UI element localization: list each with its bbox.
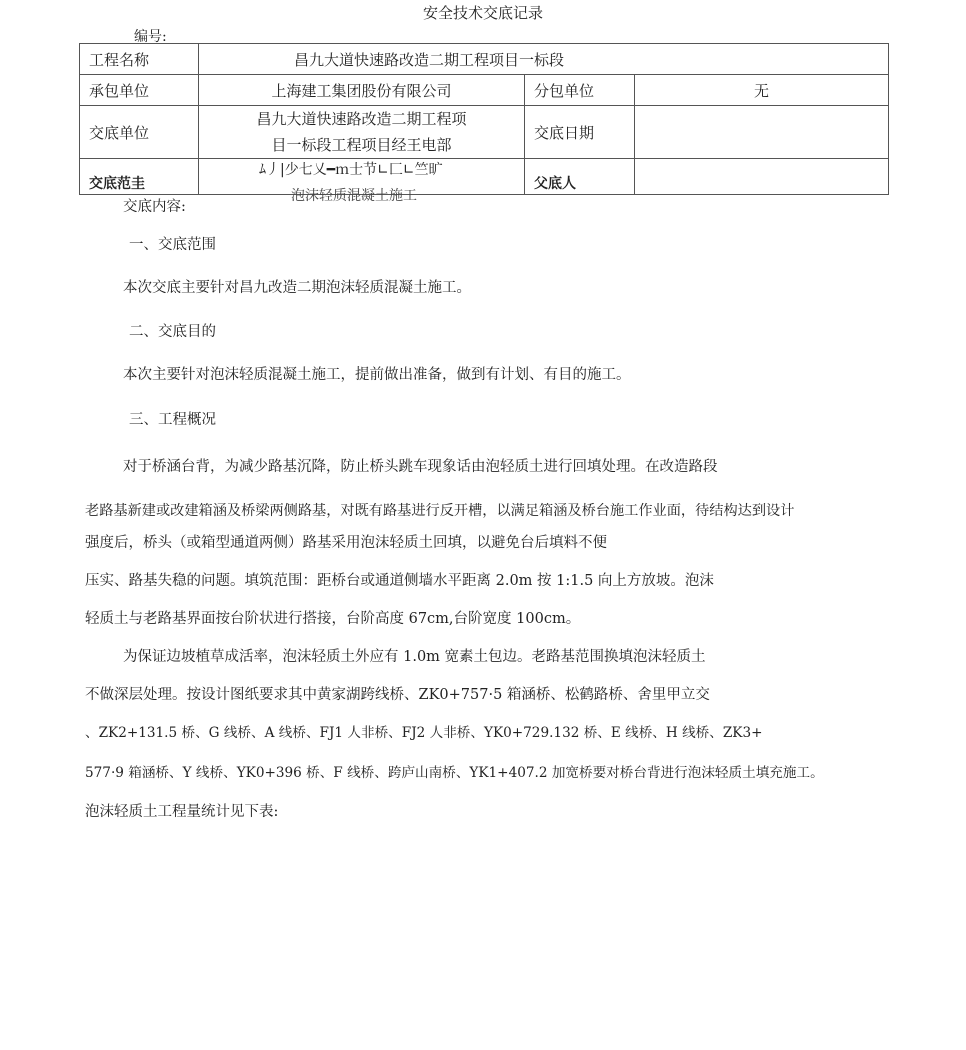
overview-paragraph-2-line-5: 泡沫轻质土工程量统计见下表: xyxy=(85,804,279,820)
briefer-label: 父底人 xyxy=(525,159,635,195)
briefing-unit-value-line1: 昌九大道快速路改造二期工程项 xyxy=(256,110,467,128)
briefing-unit-value-line2: 目一标段工程项目经王电部 xyxy=(271,136,452,154)
contractor-value: 上海建工集团股份有限公司 xyxy=(199,75,525,106)
briefing-info-table xyxy=(79,43,889,204)
scope-value xyxy=(199,159,525,204)
briefing-date-value xyxy=(635,106,889,159)
overview-paragraph-1-line-2: 老路基新建或改建箱涵及桥梁两侧路基，对既有路基进行反开槽，以满足箱涵及桥台施工作业面，待结构达到设计 xyxy=(85,503,795,519)
serial-number-label: 编号: xyxy=(134,29,167,45)
table-row xyxy=(80,75,889,106)
briefing-unit-value xyxy=(199,106,525,159)
project-name-label: 工程名称 xyxy=(80,44,199,75)
overview-paragraph-1-line-4: 压实、路基失稳的问题。填筑范围：距桥台或通道侧墙水平距离 2.0m 按 1:1.5 向上方放坡。泡沫 xyxy=(85,573,714,589)
briefer-value xyxy=(635,159,889,195)
content-heading: 交底内容: xyxy=(123,199,186,215)
document-title: 安全技术交底记录 xyxy=(422,4,543,22)
table-row xyxy=(80,106,889,159)
overview-paragraph-2-line-3: 、ZK2+131.5 桥、G 线桥、A 线桥、FJ1 人非桥、FJ2 人非桥、YK0+729.132 桥、E 线桥、H 线桥、ZK3+ xyxy=(85,725,763,741)
section-2-text: 本次主要针对泡沫轻质混凝土施工，提前做出准备，做到有计划、有目的施工。 xyxy=(123,367,631,383)
table-row xyxy=(80,44,889,75)
subcontractor-label: 分包单位 xyxy=(525,75,635,106)
overview-paragraph-2-line-2: 不做深层处理。按设计图纸要求其中黄家湖跨线桥、ZK0+757·5 箱涵桥、松鹤路桥、舍里甲立交 xyxy=(85,687,710,703)
section-3-title: 三、工程概况 xyxy=(129,412,216,428)
section-1-text: 本次交底主要针对昌九改造二期泡沫轻质混凝土施工。 xyxy=(123,280,471,296)
overview-paragraph-1-line-5: 轻质土与老路基界面按台阶状进行搭接，台阶高度 67cm,台阶宽度 100cm。 xyxy=(85,611,581,627)
project-name-value: 昌九大道快速路改造二期工程项目一标段 xyxy=(199,44,889,75)
briefing-unit-label: 交底单位 xyxy=(80,106,199,159)
section-2-title: 二、交底目的 xyxy=(129,324,216,340)
subcontractor-value: 无 xyxy=(635,75,889,106)
scope-value-line2: 泡沫轻质混凝土施工 xyxy=(291,188,417,204)
overview-paragraph-1-line-3: 强度后，桥头（或箱型通道两侧）路基采用泡沫轻质土回填，以避免台后填料不便 xyxy=(85,535,607,551)
table-row xyxy=(80,159,889,195)
briefing-date-label: 交底日期 xyxy=(525,106,635,159)
scope-value-line1: ﾑ丿|少七乂━ｍ士节∟匚∟竺旷 xyxy=(259,162,443,178)
scope-label: 交底范圭 xyxy=(80,159,199,195)
overview-paragraph-1-line-1: 对于桥涵台背，为减少路基沉降，防止桥头跳车现象话由泡轻质土进行回填处理。在改造路段 xyxy=(123,459,718,475)
contractor-label: 承包单位 xyxy=(80,75,199,106)
overview-paragraph-2-line-1: 为保证边坡植草成活率，泡沫轻质土外应有 1.0m 宽素土包边。老路基范围换填泡沫轻质土 xyxy=(123,649,706,665)
section-1-title: 一、交底范围 xyxy=(129,237,216,253)
overview-paragraph-2-line-4: 577·9 箱涵桥、Y 线桥、YK0+396 桥、F 线桥、跨庐山南桥、YK1+407.2 加宽桥要对桥台背进行泡沫轻质土填充施工。 xyxy=(85,765,824,781)
